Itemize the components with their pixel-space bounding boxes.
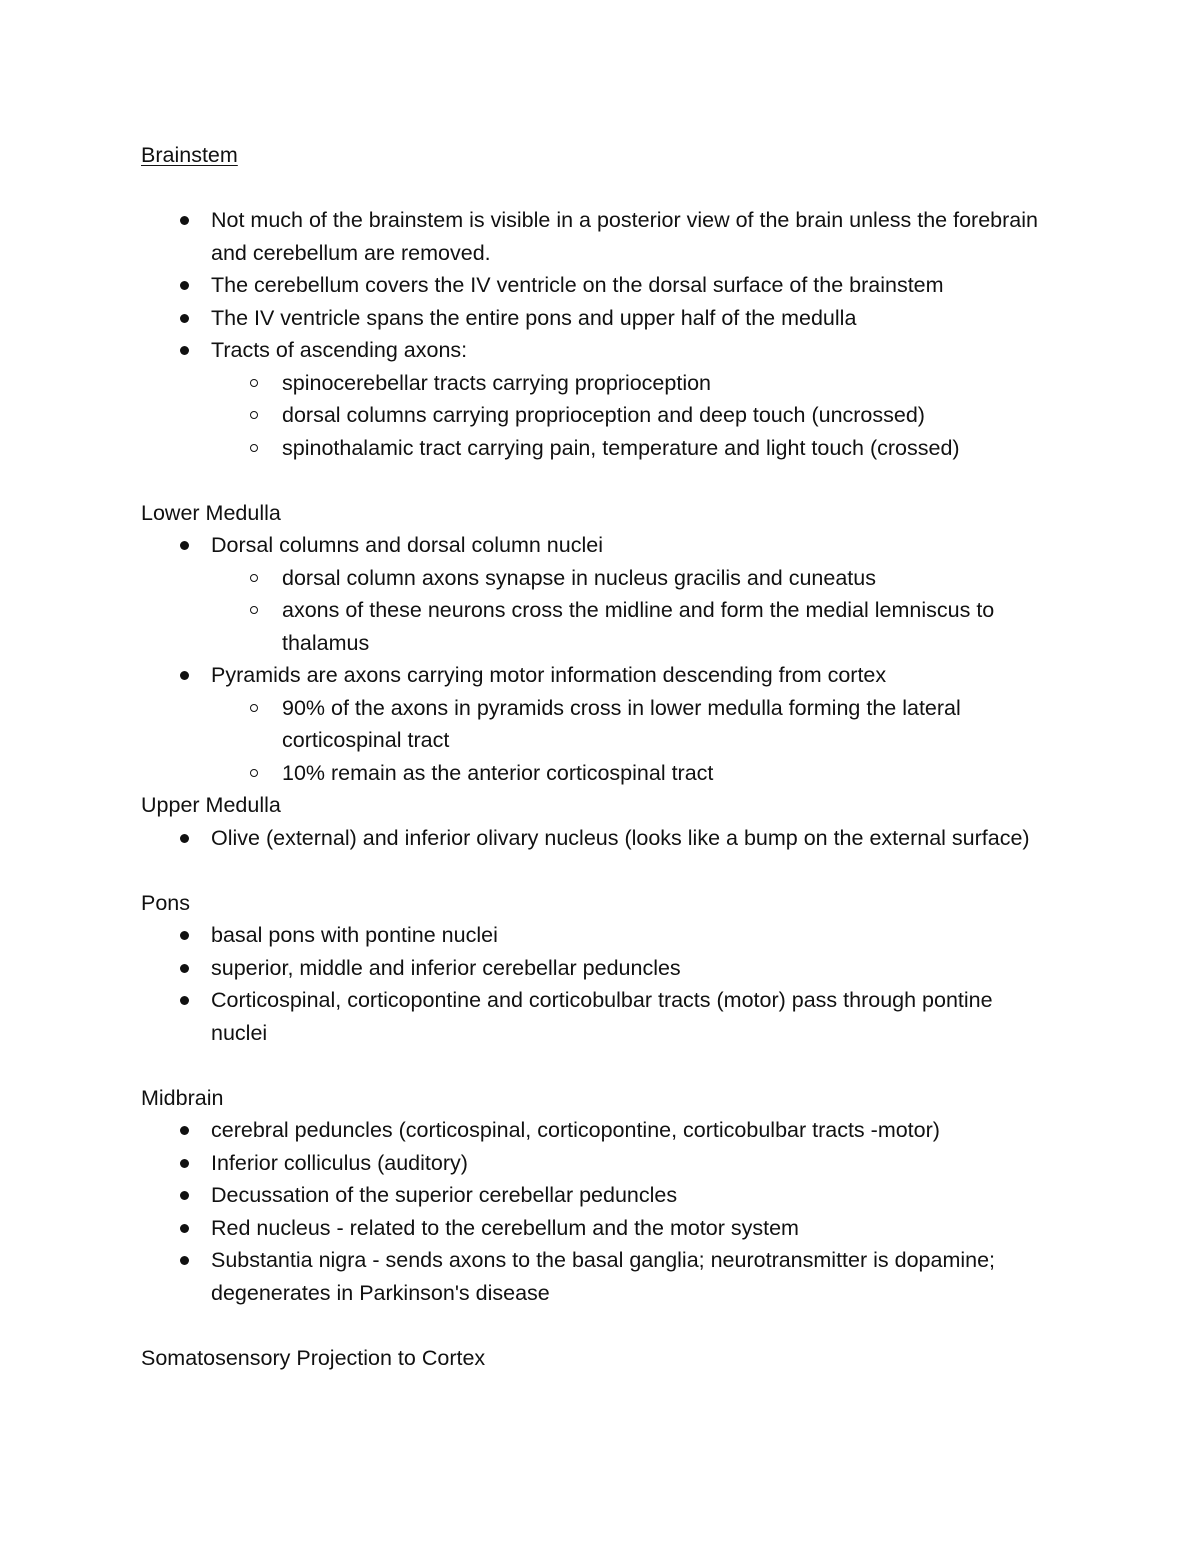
document-page (141, 139, 1051, 1374)
filled-bullet-icon (180, 541, 189, 550)
section-midbrain (141, 1082, 1051, 1310)
sub-list-item-text: dorsal column axons synapse in nucleus gracilis and cuneatus (282, 565, 876, 590)
hollow-bullet-icon (250, 606, 258, 614)
hollow-bullet-icon (250, 411, 258, 419)
list-item-text: The IV ventricle spans the entire pons and upper half of the medulla (211, 305, 857, 330)
hollow-bullet-icon (250, 444, 258, 452)
sub-bullet-list (211, 692, 1051, 790)
list-item-text: Dorsal columns and dorsal column nuclei (211, 533, 603, 557)
bullet-list (141, 204, 1051, 464)
filled-bullet-icon (180, 346, 189, 355)
list-item (211, 1212, 1051, 1245)
section-lower-medulla (141, 497, 1051, 790)
filled-bullet-icon (180, 964, 189, 973)
sub-bullet-list (211, 562, 1051, 660)
filled-bullet-icon (180, 996, 189, 1005)
list-item-text: basal pons with pontine nuclei (211, 923, 498, 947)
list-item-text: The cerebellum covers the IV ventricle on the dorsal surface of the brainstem (211, 273, 944, 297)
list-item (211, 919, 1051, 952)
list-item (211, 952, 1051, 985)
bullet-list (141, 822, 1051, 855)
list-item-text: Tracts of ascending axons: (211, 338, 468, 362)
hollow-bullet-icon (250, 574, 258, 582)
filled-bullet-icon (180, 281, 189, 290)
spacer (141, 1309, 1051, 1342)
list-item (211, 1244, 1051, 1309)
list-item-text: Not much of the brainstem is visible in a posterior view of the brain unless the forebrain and cerebellum are removed. (211, 208, 1038, 265)
list-item-text: Decussation of the superior cerebellar peduncles (211, 1183, 678, 1207)
section-heading: Midbrain (141, 1085, 224, 1110)
list-item-text: cerebral peduncles (corticospinal, corticopontine, corticobulbar tracts -motor) (211, 1118, 940, 1142)
filled-bullet-icon (180, 931, 189, 940)
list-item (211, 822, 1051, 855)
list-item-text: Substantia nigra - sends axons to the basal ganglia; neurotransmitter is dopamine; degenerates in Parkinson's disease (211, 1248, 996, 1305)
filled-bullet-icon (180, 216, 189, 225)
list-item (211, 334, 1051, 464)
sub-list-item-text: axons of these neurons cross the midline and form the medial lemniscus to thalamus (282, 598, 995, 655)
section-heading: Lower Medulla (141, 500, 281, 525)
spacer (141, 464, 1051, 497)
section-pons (141, 887, 1051, 1050)
filled-bullet-icon (180, 671, 189, 680)
section-somatosensory (141, 1342, 1051, 1375)
filled-bullet-icon (180, 1159, 189, 1168)
sub-list-item-text: 90% of the axons in pyramids cross in lower medulla forming the lateral corticospinal tract (282, 695, 961, 752)
filled-bullet-icon (180, 1191, 189, 1200)
hollow-bullet-icon (250, 769, 258, 777)
filled-bullet-icon (180, 1256, 189, 1265)
sub-list-item (282, 757, 1051, 790)
hollow-bullet-icon (250, 704, 258, 712)
list-item (211, 302, 1051, 335)
sub-list-item (282, 594, 1051, 659)
list-item-text: Pyramids are axons carrying motor information descending from cortex (211, 663, 887, 687)
list-item-text: Olive (external) and inferior olivary nucleus (looks like a bump on the external surface) (211, 825, 1030, 850)
list-item (211, 204, 1051, 269)
spacer (141, 1049, 1051, 1082)
sub-bullet-list (211, 367, 1051, 465)
sub-list-item (282, 692, 1051, 757)
bullet-list (141, 529, 1051, 789)
sub-list-item-text: spinothalamic tract carrying pain, temperature and light touch (crossed) (282, 435, 960, 460)
spacer (141, 854, 1051, 887)
section-brainstem (141, 139, 1051, 464)
list-item (211, 1179, 1051, 1212)
bullet-list (141, 919, 1051, 1049)
list-item (211, 984, 1051, 1049)
sub-list-item (282, 562, 1051, 595)
list-item-text: Corticospinal, corticopontine and corticobulbar tracts (motor) pass through pontine nuclei (211, 988, 993, 1045)
spacer (141, 172, 1051, 205)
filled-bullet-icon (180, 314, 189, 323)
sub-list-item (282, 432, 1051, 465)
filled-bullet-icon (180, 1126, 189, 1135)
list-item (211, 269, 1051, 302)
sub-list-item-text: dorsal columns carrying proprioception and deep touch (uncrossed) (282, 403, 925, 427)
sub-list-item-text: spinocerebellar tracts carrying proprioception (282, 370, 712, 395)
hollow-bullet-icon (250, 379, 258, 387)
section-heading: Upper Medulla (141, 793, 281, 817)
section-heading: Brainstem (141, 143, 238, 167)
list-item (211, 529, 1051, 659)
bullet-list (141, 1114, 1051, 1309)
list-item-text: Inferior colliculus (auditory) (211, 1150, 468, 1175)
list-item (211, 1147, 1051, 1180)
sub-list-item (282, 399, 1051, 432)
sub-list-item (282, 367, 1051, 400)
filled-bullet-icon (180, 1224, 189, 1233)
list-item (211, 659, 1051, 789)
list-item (211, 1114, 1051, 1147)
list-item-text: Red nucleus - related to the cerebellum and the motor system (211, 1215, 799, 1240)
section-heading: Pons (141, 890, 191, 915)
filled-bullet-icon (180, 834, 189, 843)
section-heading: Somatosensory Projection to Cortex (141, 1345, 486, 1370)
list-item-text: superior, middle and inferior cerebellar peduncles (211, 955, 681, 980)
sub-list-item-text: 10% remain as the anterior corticospinal tract (282, 760, 714, 785)
section-upper-medulla (141, 789, 1051, 854)
